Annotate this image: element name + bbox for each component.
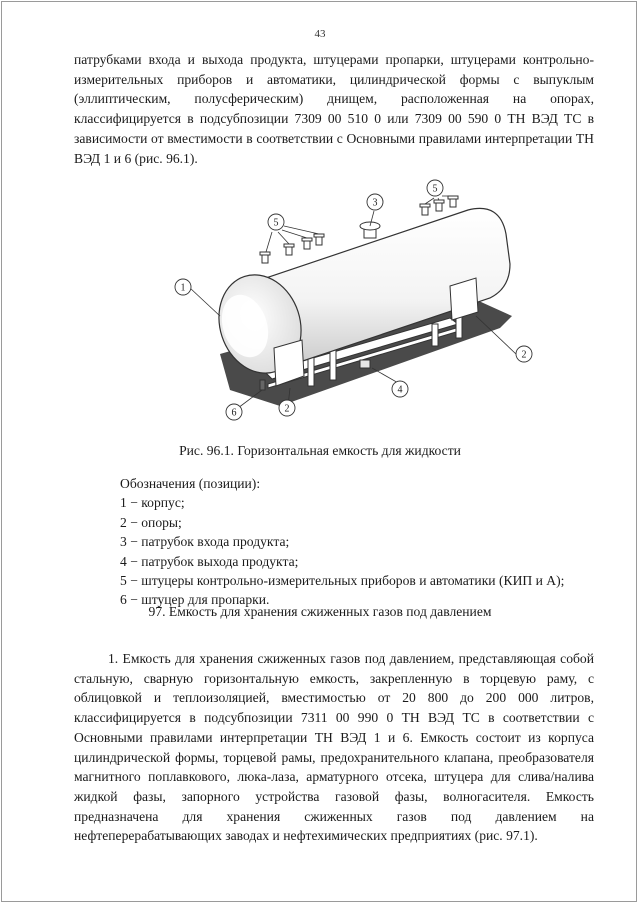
legend-item: 2 − опоры;: [120, 514, 182, 530]
legend-item: 5 − штуцеры контрольно-измерительных приборов и автоматики (КИП и А);: [120, 573, 565, 589]
legend-item: 6 − штуцер для пропарки.: [120, 592, 270, 608]
callout-2-bottom: 2: [284, 403, 290, 415]
callout-3: 3: [372, 197, 378, 209]
tank-figure: [150, 176, 550, 428]
callout-2-right: 2: [521, 349, 527, 361]
top-paragraph: патрубками входа и выхода продукта, штуцерами пропарки, штуцерами контрольно-измерительных приборов и автоматики, цилиндрической формы с выпуклым (эллиптическим, полусферическим) днищем, расположенная на опорах, классифицируется в подсубпозиции 7309 00 510 0 или 7309 00 590 0 ТН ВЭД ТС в зависимости от вместимости в соответствии с Основными правилами интерпретации ТН ВЭД 1 и 6 (рис. 96.1).: [74, 52, 594, 166]
callout-4: 4: [397, 384, 403, 396]
legend-item: 4 − патрубок выхода продукта;: [120, 553, 299, 569]
legend: [120, 474, 620, 610]
bottom-paragraph: 1. Емкость для хранения сжиженных газов под давлением, представляющая собой стальную, сварную горизонтальную емкость, закрепленную в торцевую раму, с облицовкой и теплоизоляцией, вместимостью от 20 800 до 200 000 литров, классифицируется в подсубпозиции 7311 00 990 0 ТН ВЭД ТС в соответствии с Основными правилами интерпретации ТН ВЭД 1 и 6. Емкость состоит из корпуса цилиндрической формы, торцевой рамы, предохранительного клапана, преобразователя магнитного поплавкового, люка-лаза, арматурного отсека, штуцера для слива/налива жидкой фазы, запорного устройства газовой фазы, волногасителя. Емкость предназначена для хранения сжиженных газов под давлением на нефтеперерабатывающих заводах и нефтехимических предприятиях (рис. 97.1).: [74, 651, 594, 844]
inlet-nozzle: [360, 222, 380, 238]
callout-5-left: 5: [273, 217, 279, 229]
page-number: 43: [314, 28, 326, 40]
section-title: 97. Емкость для хранения сжиженных газов под давлением: [148, 604, 492, 619]
legend-item: 3 − патрубок входа продукта;: [120, 534, 290, 550]
legend-item: 1 − корпус;: [120, 495, 185, 511]
callout-1: 1: [180, 282, 186, 294]
callout-6: 6: [231, 407, 237, 419]
callout-5-right: 5: [432, 183, 438, 195]
figure-caption: Рис. 96.1. Горизонтальная емкость для жидкости: [179, 443, 461, 458]
legend-title: Обозначения (позиции):: [120, 476, 261, 491]
